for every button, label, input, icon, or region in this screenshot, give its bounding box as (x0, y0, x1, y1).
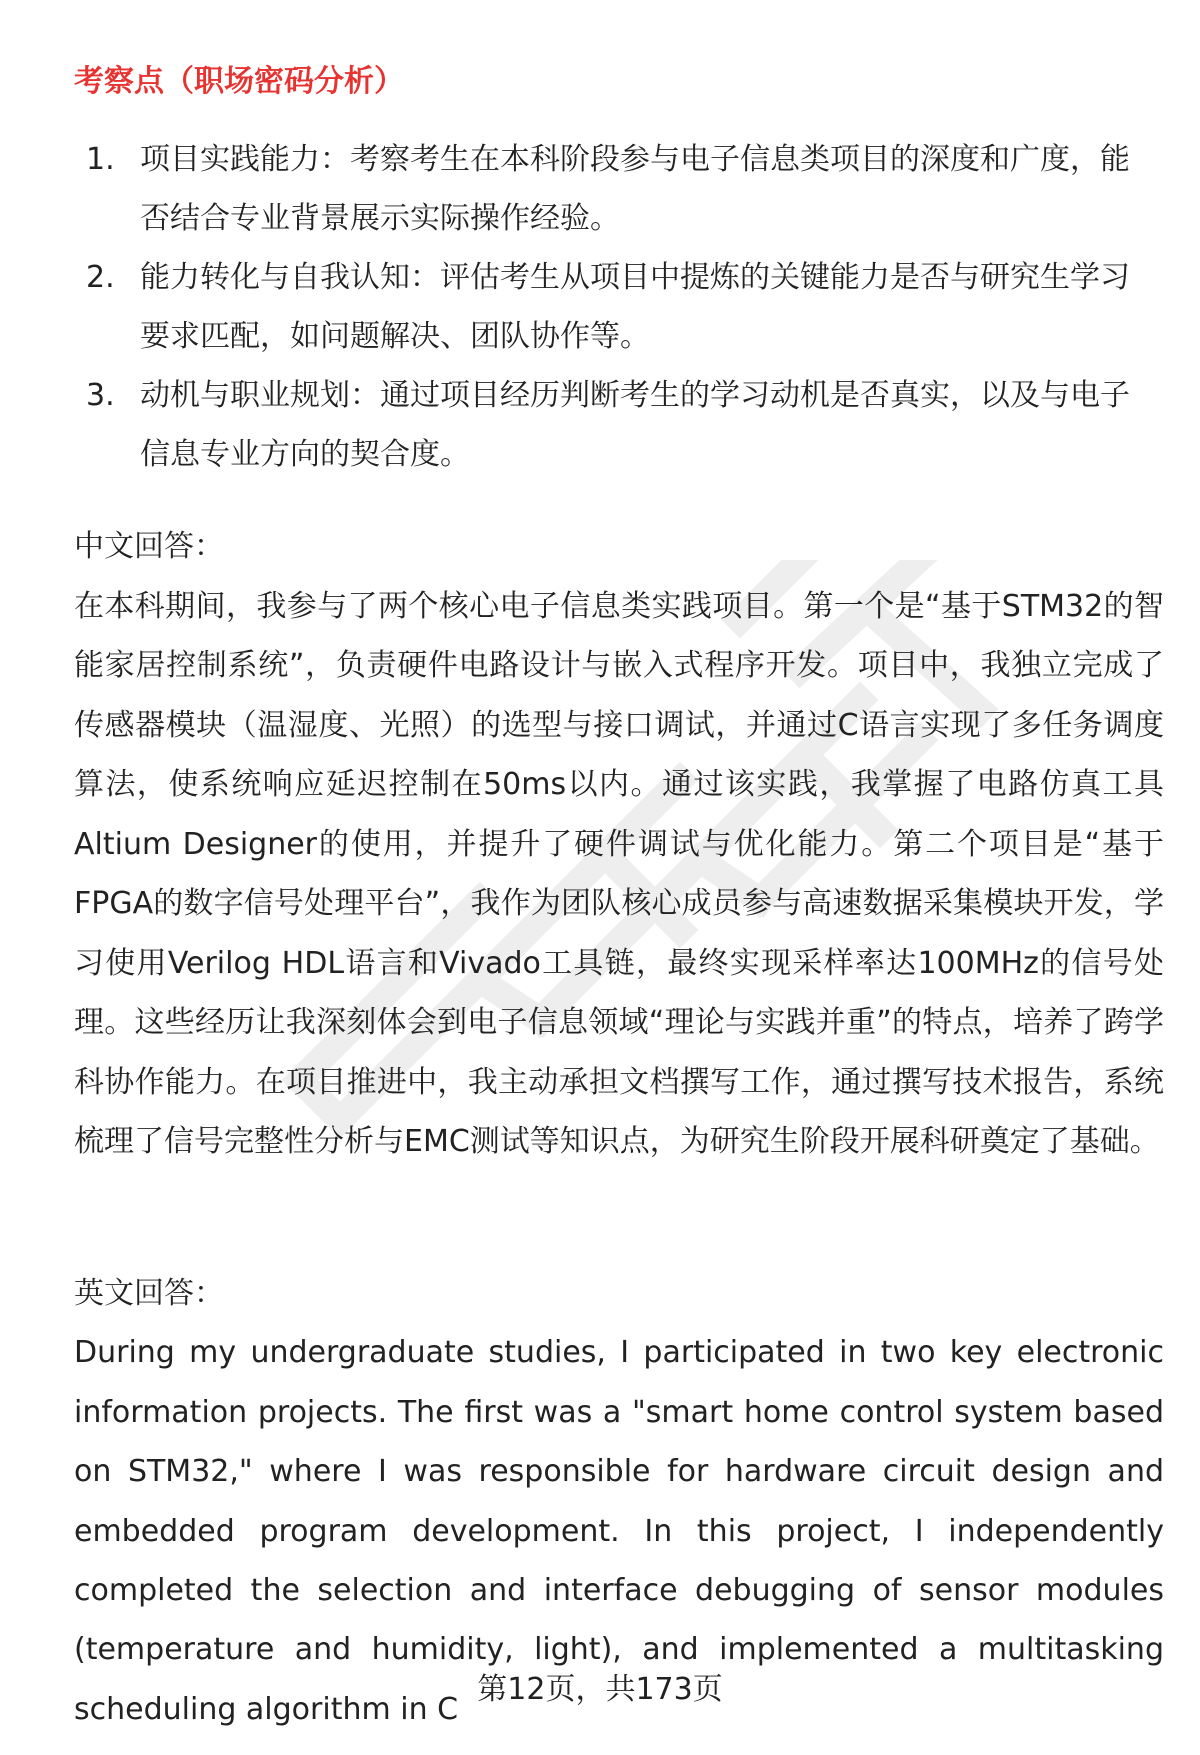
english-answer-label: 英文回答： (74, 1276, 224, 1311)
list-text: 动机与职业规划：通过项目经历判断考生的学习动机是否真实，以及与电子信息专业方向的契合度。 (140, 378, 1130, 472)
list-text: 项目实践能力：考察考生在本科阶段参与电子信息类项目的深度和广度，能否结合专业背景展示实际操作经验。 (140, 142, 1130, 236)
list-number: 3. (86, 378, 115, 413)
chinese-answer-body: 在本科期间，我参与了两个核心电子信息类实践项目。第一个是“基于STM32的智能家居控制系统”，负责硬件电路设计与嵌入式程序开发。项目中，我独立完成了传感器模块（温湿度、光照）的选型与接口调试，并通过C语言实现了多任务调度算法，使系统响应延迟控制在50ms以内。通过该实践，我掌握了电路仿真工具Altium Designer的使用，并提升了硬件调试与优化能力。第二个项目是“基于FPGA的数字信号处理平台”，我作为团队核心成员参与高速数据采集模块开发，学习使用Verilog HDL语言和Vivado工具链，最终实现采样率达100MHz的信号处理。这些经历让我深刻体会到电子信息领域“理论与实践并重”的特点，培养了跨学科协作能力。在项目推进中，我主动承担文档撰写工作，通过撰写技术报告，系统梳理了信号完整性分析与EMC测试等知识点，为研究生阶段开展科研奠定了基础。 (74, 588, 1164, 1159)
page-number-footer: 第12页，共173页 (477, 1672, 723, 1707)
list-text: 能力转化与自我认知：评估考生从项目中提炼的关键能力是否与研究生学习要求匹配，如问题解决、团队协作等。 (140, 260, 1130, 354)
list-item (74, 248, 1154, 366)
list-item (74, 130, 1154, 248)
list-number: 2. (86, 260, 115, 295)
assessment-points-list (74, 130, 1154, 484)
list-item (74, 366, 1154, 484)
list-number: 1. (86, 142, 115, 177)
english-answer-body: During my undergraduate studies, I participated in two key electronic information projects. The first was a "smart home control system based on STM32," where I was responsible for hardware circuit design and embedded program development. In this project, I independently completed the selection and interface debugging of sensor modules (temperature and humidity, light), and implemented a multitasking scheduling algorithm in C (74, 1335, 1164, 1727)
chinese-answer-label: 中文回答： (74, 529, 224, 564)
chinese-answer-section (74, 517, 1164, 1172)
section-heading: 考察点（职场密码分析） (74, 64, 404, 99)
